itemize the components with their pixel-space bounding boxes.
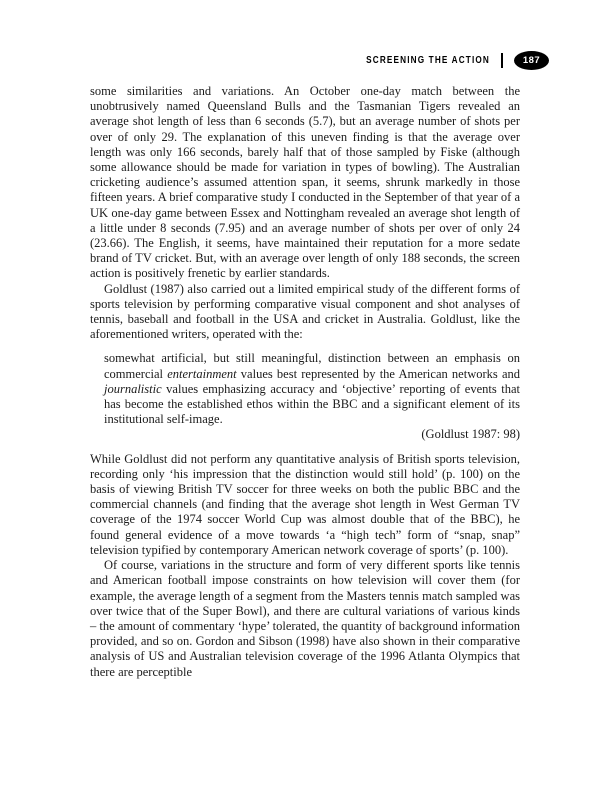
paragraph-sport-variations: Of course, variations in the structure and form of very different sports like tennis and American football impose constraints on how television will cover them (for example, the average length of a segment from the Masters tennis match sampled was over twice that of the Super Bowl), and there are cultural variations of various kinds – the amount of commentary ‘hype’ tolerated, the quantity of background information provided, and so on. Gordon and Sibson (1998) have also shown in their comparative analysis of US and Australian television coverage of the 1996 Atlanta Olympics that there are perceptible — [90, 558, 520, 679]
paragraph-british-sports-tv: While Goldlust did not perform any quantitative analysis of British sports television, recording only ‘his impression that the distinction would still hold’ (p. 100) on the basis of viewing British TV soccer for three weeks on both the public BBC and the commercial channels (and finding that the average shot length in West German TV coverage of the 1974 soccer World Cup was almost double that of the BBC), he found general evidence of a move towards ‘a “high tech” form of “snap, snap” television typified by contemporary American network coverage of sports’ (p. 100). — [90, 451, 520, 557]
quote-run: values emphasizing accuracy and ‘objective’ reporting of events that has become the established ethos within the BBC and a significant element of its institutional self-image. — [104, 381, 520, 427]
chapter-title: SCREENING THE ACTION — [366, 54, 490, 66]
running-header — [339, 50, 549, 70]
page-text — [90, 84, 520, 680]
page-number: 187 — [522, 54, 541, 66]
block-quote — [104, 351, 520, 427]
header-divider-bar — [501, 53, 503, 68]
quote-run: values best represented by the American networks and — [236, 366, 520, 381]
page-number-badge — [514, 51, 549, 70]
paragraph-goldlust-study: Goldlust (1987) also carried out a limited empirical study of the different forms of sports television by performing comparative visual component and shot analyses of tennis, baseball and football in the USA and cricket in Australia. Goldlust, like the aforementioned writers, operated with the: — [90, 281, 520, 342]
quote-attribution: (Goldlust 1987: 98) — [421, 427, 520, 442]
quote-run: somewhat artificial, but still meaningful, distinction between an emphasis on commercial — [104, 351, 520, 381]
paragraph-continuation: some similarities and variations. An October one-day match between the unobtrusively named Queensland Bulls and the Tasmanian Tigers revealed an average shot length of less than 6 seconds (5.7), but an average number of shots per over of only 29. The explanation of this uneven finding is that the average over length was only 166 seconds, barely half that of those sampled by Fiske (although some allowance should be made for variation in types of bowling). The Australian cricketing audience’s assumed attention span, it seems, shrunk markedly in those fifteen years. A brief comparative study I conducted in the September of that year of a UK one-day game between Essex and Nottingham revealed an average shot length of a little under 8 seconds (7.95) and an average number of shots per over of only 24 (23.66). The English, it seems, have maintained their reputation for a more sedate brand of TV cricket. But, with an average over length of only 188 seconds, the screen action is positively frenetic by earlier standards. — [90, 84, 520, 281]
quote-run-italic: entertainment — [167, 366, 237, 381]
quote-run-italic: journalistic — [104, 381, 162, 396]
